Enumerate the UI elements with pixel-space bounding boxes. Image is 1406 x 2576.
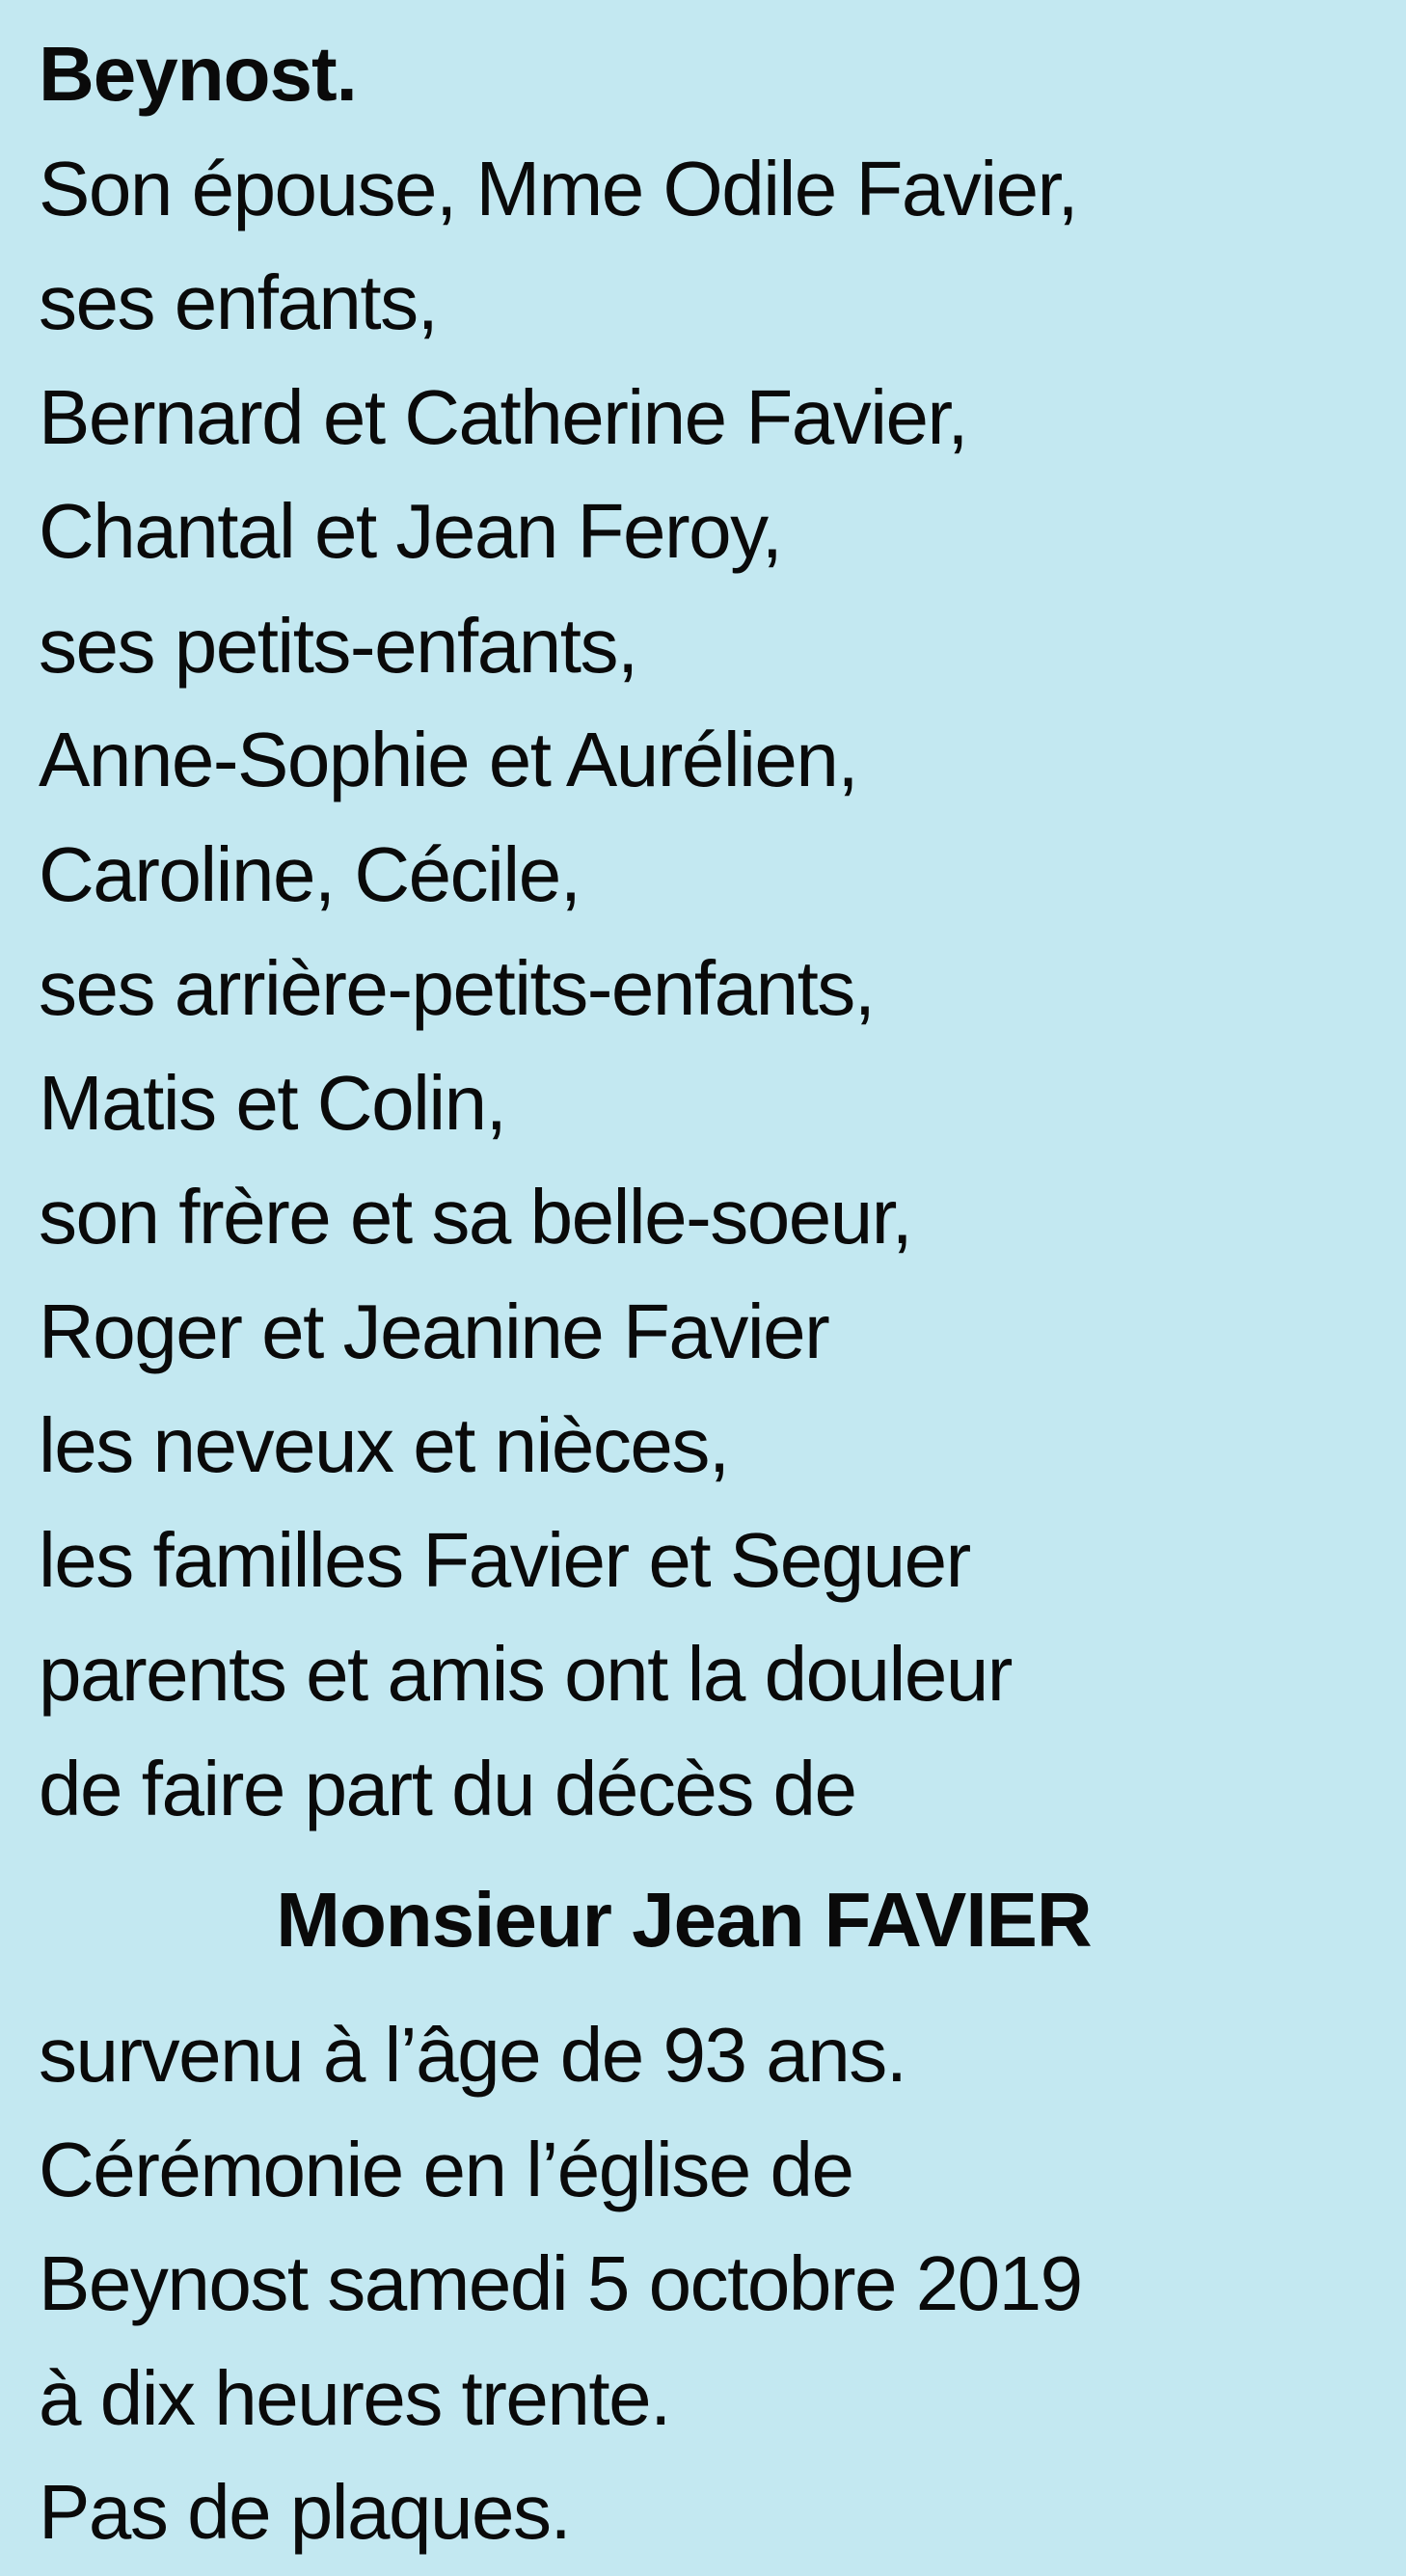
family-line: ses enfants, bbox=[39, 259, 438, 345]
notice-location: Beynost. bbox=[39, 31, 357, 117]
family-line: de faire part du décès de bbox=[39, 1745, 856, 1831]
family-line: parents et amis ont la douleur bbox=[39, 1631, 1012, 1717]
closing-line: survenu à l’âge de 93 ans. bbox=[39, 2012, 906, 2098]
closing-line: Cérémonie en l’église de bbox=[39, 2126, 853, 2212]
closing-line: Pas de plaques. bbox=[39, 2469, 571, 2555]
family-lines bbox=[39, 132, 1367, 1847]
family-line: Bernard et Catherine Favier, bbox=[39, 373, 967, 460]
family-line: Anne-Sophie et Aurélien, bbox=[39, 717, 858, 802]
family-line: son frère et sa belle-soeur, bbox=[39, 1174, 912, 1260]
family-line: les familles Favier et Seguer bbox=[39, 1516, 970, 1603]
closing-line: Beynost samedi 5 octobre 2019 bbox=[39, 2240, 1082, 2326]
family-line: Matis et Colin, bbox=[39, 1059, 506, 1146]
family-line: Caroline, Cécile, bbox=[39, 830, 581, 917]
family-line: Roger et Jeanine Favier bbox=[39, 1288, 829, 1374]
family-line: Chantal et Jean Feroy, bbox=[39, 488, 782, 574]
family-line: Son épouse, Mme Odile Favier, bbox=[39, 145, 1078, 231]
family-line: ses petits-enfants, bbox=[39, 602, 637, 689]
closing-lines bbox=[39, 1998, 1367, 2570]
closing-line: à dix heures trente. bbox=[39, 2354, 670, 2441]
family-line: les neveux et nièces, bbox=[39, 1402, 729, 1488]
family-line: ses arrière-petits-enfants, bbox=[39, 945, 875, 1031]
deceased-name: Monsieur Jean FAVIER bbox=[276, 1877, 1092, 1963]
